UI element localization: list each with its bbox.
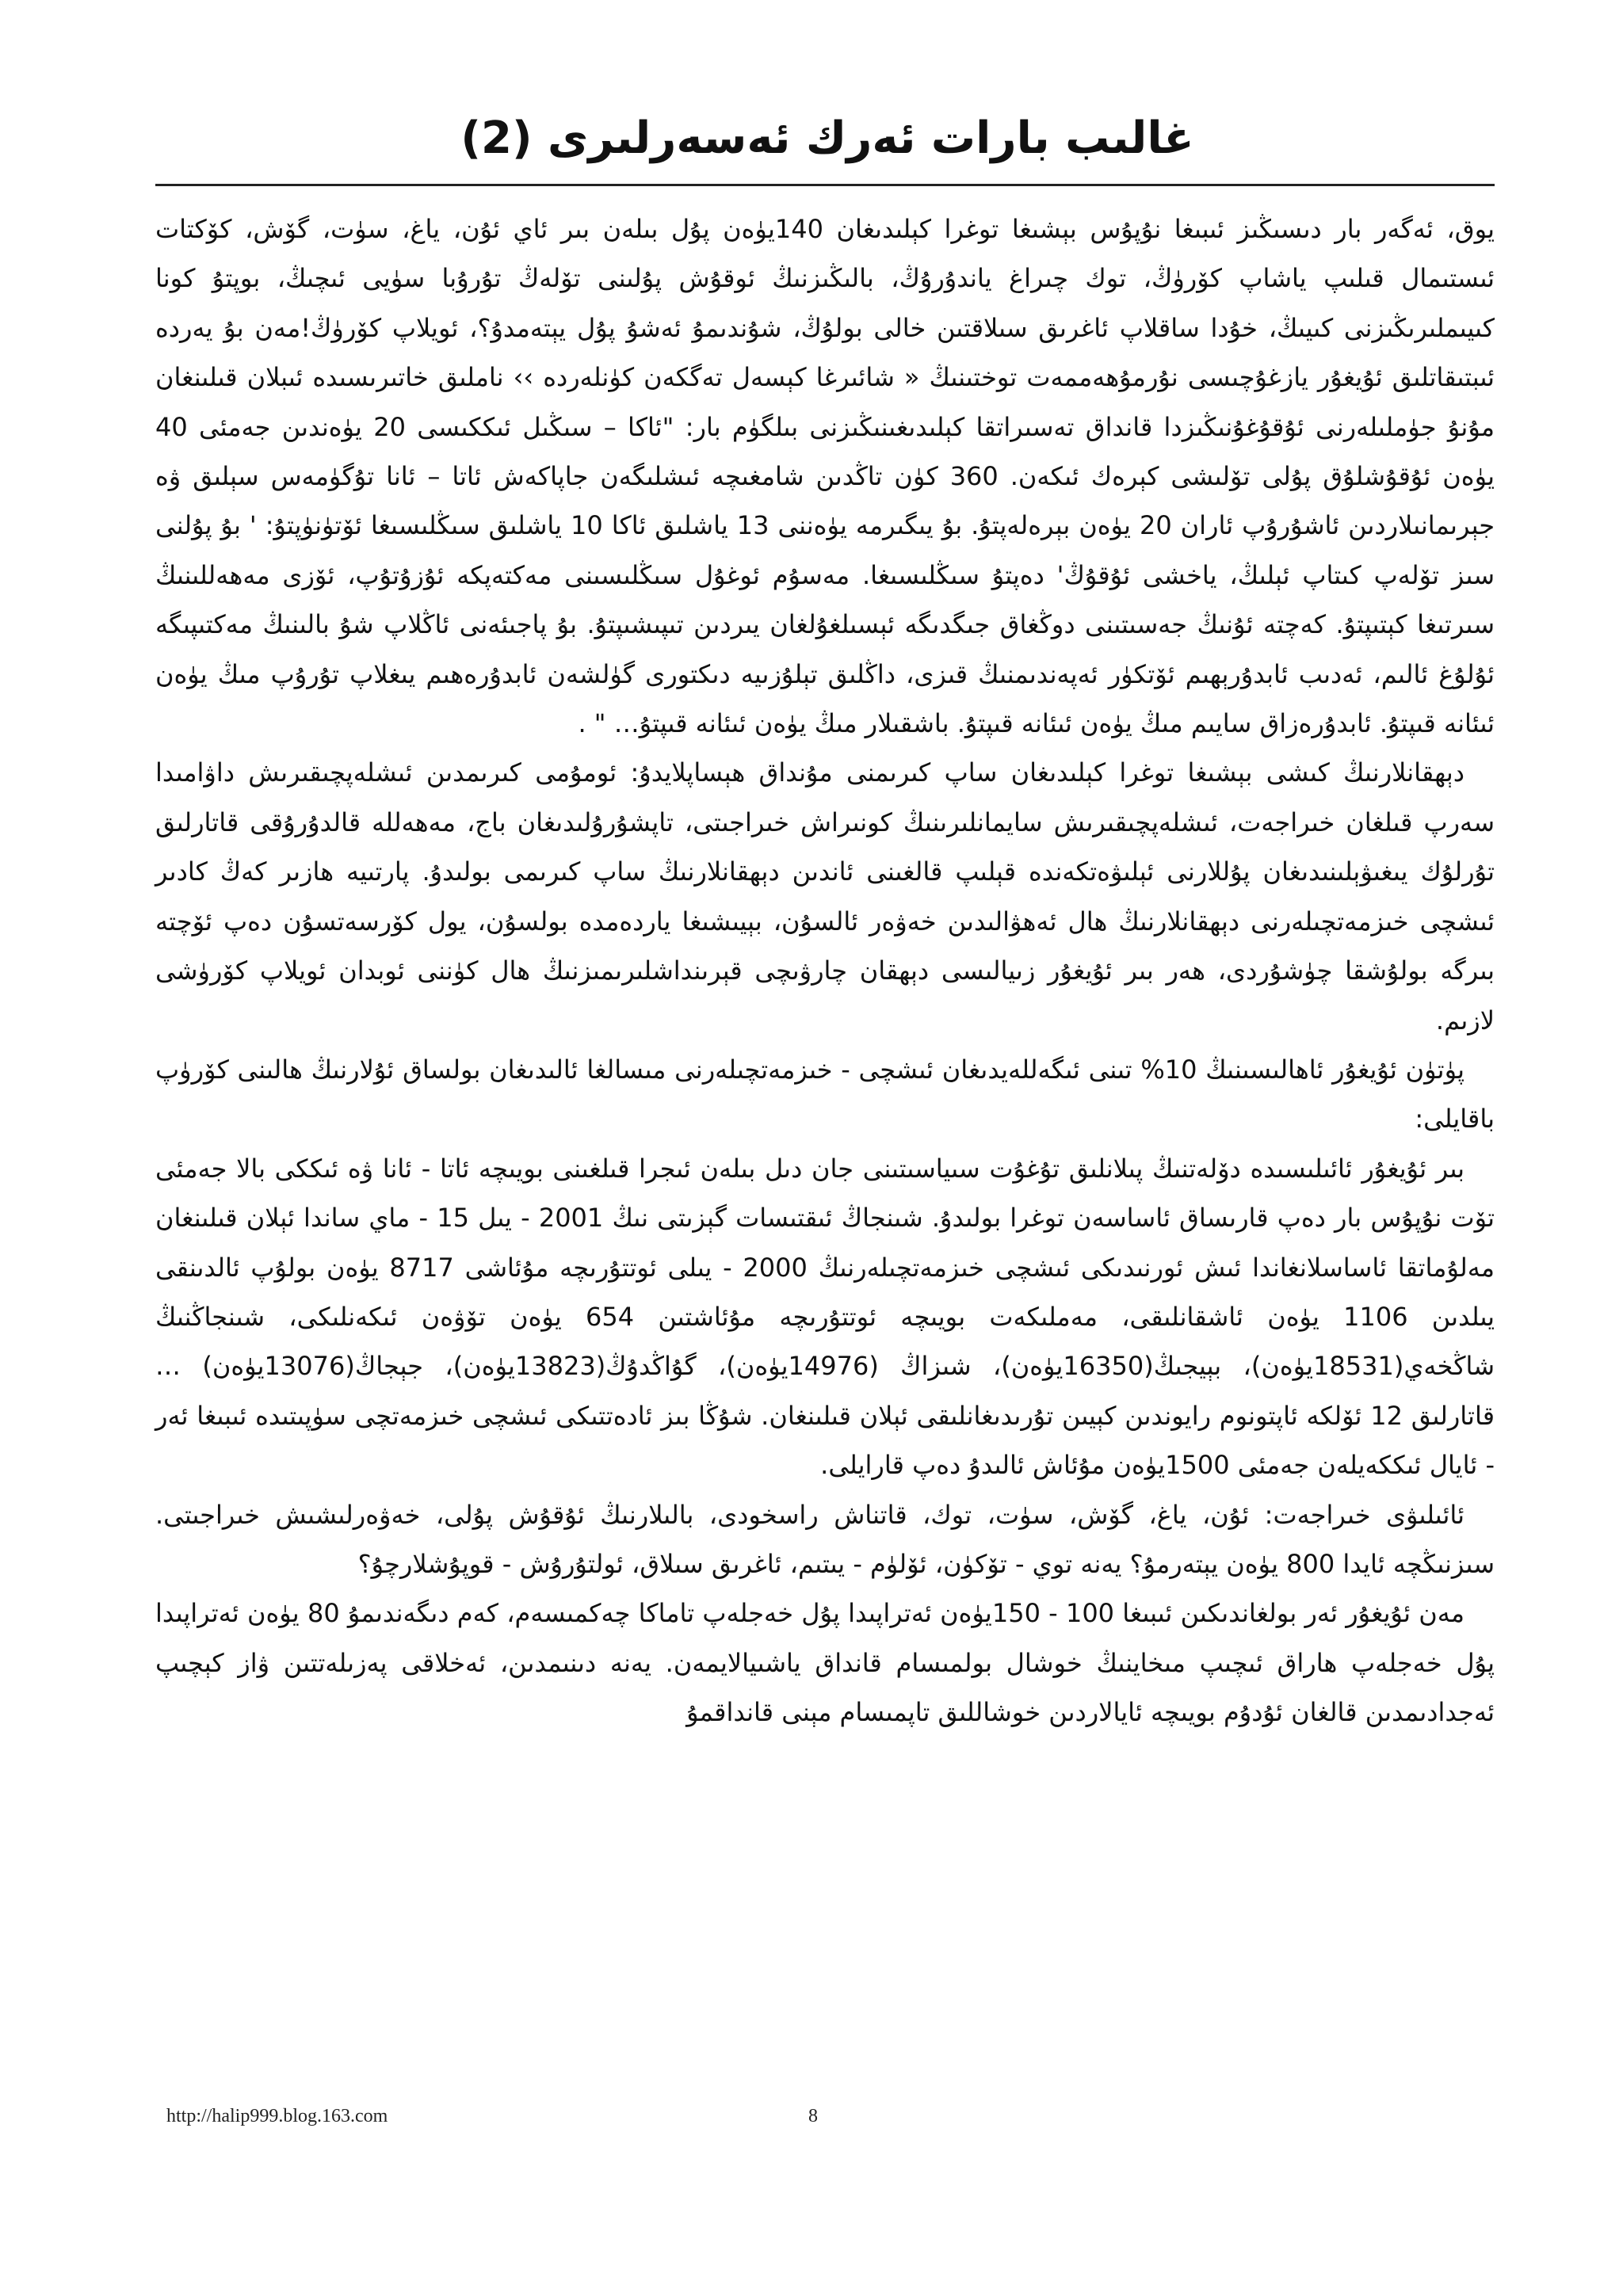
title-divider xyxy=(155,184,1495,186)
page-number: 8 xyxy=(808,2106,818,2126)
paragraph-5: ئائىلىۋى خىراجەت: ئۇن، ياغ، گۆش، سۈت، توك، قاتناش راسخودى، بالىلارنىڭ ئۇقۇش پۇلى، خەۋەرلىشىش خىراجىتى. سىزنىڭچە ئايدا 800 يۈەن يېتەرمۇ؟ يەنە توي - تۆكۈن، ئۆلۈم - يىتىم، ئاغرىق سىلاق، ئولتۇرۇش - قوپۇشلارچۇ؟ xyxy=(155,1499,1495,1579)
footer-url[interactable]: http://halip999.blog.163.com xyxy=(166,2106,388,2126)
paragraph-6: مەن ئۇيغۇر ئەر بولغاندىكىن ئىبىغا 100 - 150يۈەن ئەتراپىدا پۇل خەجلەپ تاماكا چەكمىسەم، كەم دىگەندىمۇ 80 يۈەن ئەتراپىدا پۇل خەجلەپ ھاراق ئىچىپ مىخاينىڭ خوشال بولمىسام قانداق ياشىيالايمەن. يەنە دىنىمدىن، ئەخلاقى پەزىلەتتىن ۋاز كېچىپ ئەجدادىمدىن قالغان ئۇدۇم بويىچە ئايالاردىن خوشاللىق تاپمىسام مېنى قانداقمۇ xyxy=(155,1598,1495,1728)
paragraph-2: دېھقانلارنىڭ كىشى بېشىغا توغرا كېلىدىغان ساپ كىرىمنى مۇنداق ھېساپلايدۇ: ئومۇمى كىرىمدىن ئىشلەپچىقىرىش داۋامىدا سەرپ قىلغان خىراجەت، ئىشلەپچىقىرىش سايمانلىرىنىڭ كونىراش خىراجىتى، تاپشۇرۇلىدىغان باج، مەھەللە قالدۇرۇقى قاتارلىق تۇرلۇك يىغىۋېلىنىدىغان پۇللارنى ئېلىۋەتكەندە قېلىپ قالغىنى ئاندىن دېھقانلارنىڭ ساپ كىرىمى بولىدۇ. پارتىيە ھازىر كەڭ كادىر ئىشچى خىزمەتچىلەرنى دېھقانلارنىڭ ھال ئەھۋالىدىن خەۋەر ئالسۇن، بېيىشىغا ياردەمدە بولسۇن، يول كۆرسەتسۇن دەپ ئۆچتە بىرگە بولۇشقا چۈشۇردى، ھەر بىر ئۇيغۇر زىيالىسى دېھقان چارۋىچى قېرىنداشلىرىمىزنىڭ ھال كۈننى ئوبدان ئويلاپ كۆرۈشى لازىم. xyxy=(155,757,1495,1035)
paragraph-4: بىر ئۇيغۇر ئائىلىسىدە دۆلەتنىڭ پىلانلىق تۇغۇت سىياسىتىنى جان دىل بىلەن ئىجرا قىلغىنى بويىچە ئاتا - ئانا ۋە ئىككى بالا جەمئى تۆت نۇپۇس بار دەپ قارىساق ئاساسەن توغرا بولىدۇ. شىنجاڭ ئىقتىسات گېزىتى نىڭ 2001 - يىل 15 - ماي ساندا ئېلان قىلىنغان مەلۇماتقا ئاساسلانغاندا ئىش ئورنىدىكى ئىشچى خىزمەتچىلەرنىڭ 2000 - يىلى ئوتتۇرىچە مۇئاشى 8717 يۈەن بولۇپ ئالدىنقى يىلدىن 1106 يۈەن ئاشقانلىقى، مەملىكەت بويىچە ئوتتۇرىچە مۇئاشتىن 654 يۈەن تۆۋەن ئىكەنلىكى، شىنجاڭنىڭ شاڭخەي(18531يۈەن)، بېيجىڭ(16350يۈەن)، شىزاڭ (14976يۈەن)، گۇاڭدۇڭ(13823يۈەن)، جېجاڭ(13076يۈەن) … قاتارلىق 12 ئۆلكە ئاپتونوم رايوندىن كېيىن تۇرىدىغانلىقى ئېلان قىلىنغان. شۇڭا بىز ئادەتتىكى ئىشچى خىزمەتچى سۈپىتىدە ئىبىغا ئەر - ئايال ئىككەيلەن جەمئى 1500يۈەن مۇئاش ئالىدۇ دەپ قارايلى. xyxy=(155,1153,1495,1481)
document-body xyxy=(155,204,1495,1737)
page-title: غالىب بارات ئەرك ئەسەرلىرى (2) xyxy=(460,113,1194,164)
paragraph-3: پۈتۈن ئۇيغۇر ئاھالىسىنىڭ 10% تىنى ئىگەللەيدىغان ئىشچى - خىزمەتچىلەرنى مىسالغا ئالىدىغان بولساق ئۇلارنىڭ ھالىنى كۆرۈپ باقايلى: xyxy=(155,1054,1495,1135)
paragraph-1: يوق، ئەگەر بار دىسىڭىز ئىبىغا نۇپۇس بېشىغا توغرا كېلىدىغان 140يۈەن پۇل بىلەن بىر ئاي ئۇن، ياغ، سۈت، گۆش، كۆكتات ئىستىمال قىلىپ ياشاپ كۆرۈڭ، توك چىراغ ياندۇرۇڭ، بالىڭىزنىڭ ئوقۇش پۇلىنى تۆلەڭ تۇرۇبا سۈيى ئىچىڭ، بوپتۇ كونا كىيىملىرىڭىزنى كىيىڭ، خۇدا ساقلاپ ئاغرىق سىلاقتىن خالى بولۇڭ، شۇندىمۇ ئەشۇ پۇل يېتەمدۇ؟، ئويلاپ كۆرۈڭ!مەن بۇ يەردە ئىبتىقاتلىق ئۇيغۇر يازغۇچىسى نۇرمۇھەممەت توختىنىڭ « شائىرغا كېسەل تەگكەن كۈنلەردە ›› ناملىق خاتىرىسىدە ئىبلان قىلىنغان مۇنۇ جۈملىلەرنى ئۇقۇغۇنىڭىزدا قانداق تەسىراتقا كېلىدىغىنىڭىزنى بىلگۈم بار: "ئاكا – سىڭىل ئىككىسى 20 يۈەندىن جەمئى 40 يۈەن ئۇقۇشلۇق پۇلى تۆلىشى كېرەك ئىكەن. 360 كۈن تاڭدىن شامغىچە ئىشلىگەن جاپاكەش ئاتا – ئانا تۇگۈمەس سېلىق ۋە جېرىمانىلاردىن ئاشۇرۇپ ئاران 20 يۈەن بېرەلەپتۇ. بۇ يىگىرمە يۈەننى 13 ياشلىق ئاكا 10 ياشلىق سىڭلىسىغا ئۆتۈنۈپتۇ: ' بۇ پۇلنى سىز تۆلەپ كىتاپ ئېلىڭ، ياخشى ئۇقۇڭ' دەپتۇ سىڭلىسىغا. مەسۇم ئوغۇل سىڭلىسىنى مەكتەپكە ئۇزۇتۇپ، ئۆزى مەھەللىنىڭ سىرتىغا كېتىپتۇ. كەچتە ئۇنىڭ جەسىتىنى دوڭغاق جىگدىگە ئېسىلغۇلغان يىردىن تىپىشىپتۇ. بۇ پاجىئەنى ئاڭلاپ شۇ بالىنىڭ مەكتىپىگە ئۇلۇغ ئالىم، ئەدىب ئابدۇرېھىم ئۆتكۈر ئەپەندىمنىڭ قىزى، داڭلىق تېلۇزىيە دىكتورى گۈلشەن ئابدۇرەھىم يىغلاپ تۇرۇپ مىڭ يۈەن ئىئانە قىپتۇ. ئابدۇرەزاق سايىم مىڭ يۈەن ئىئانە قىپتۇ. باشقىلار مىڭ يۈەن ئىئانە قىپتۇ… " . xyxy=(155,214,1495,739)
